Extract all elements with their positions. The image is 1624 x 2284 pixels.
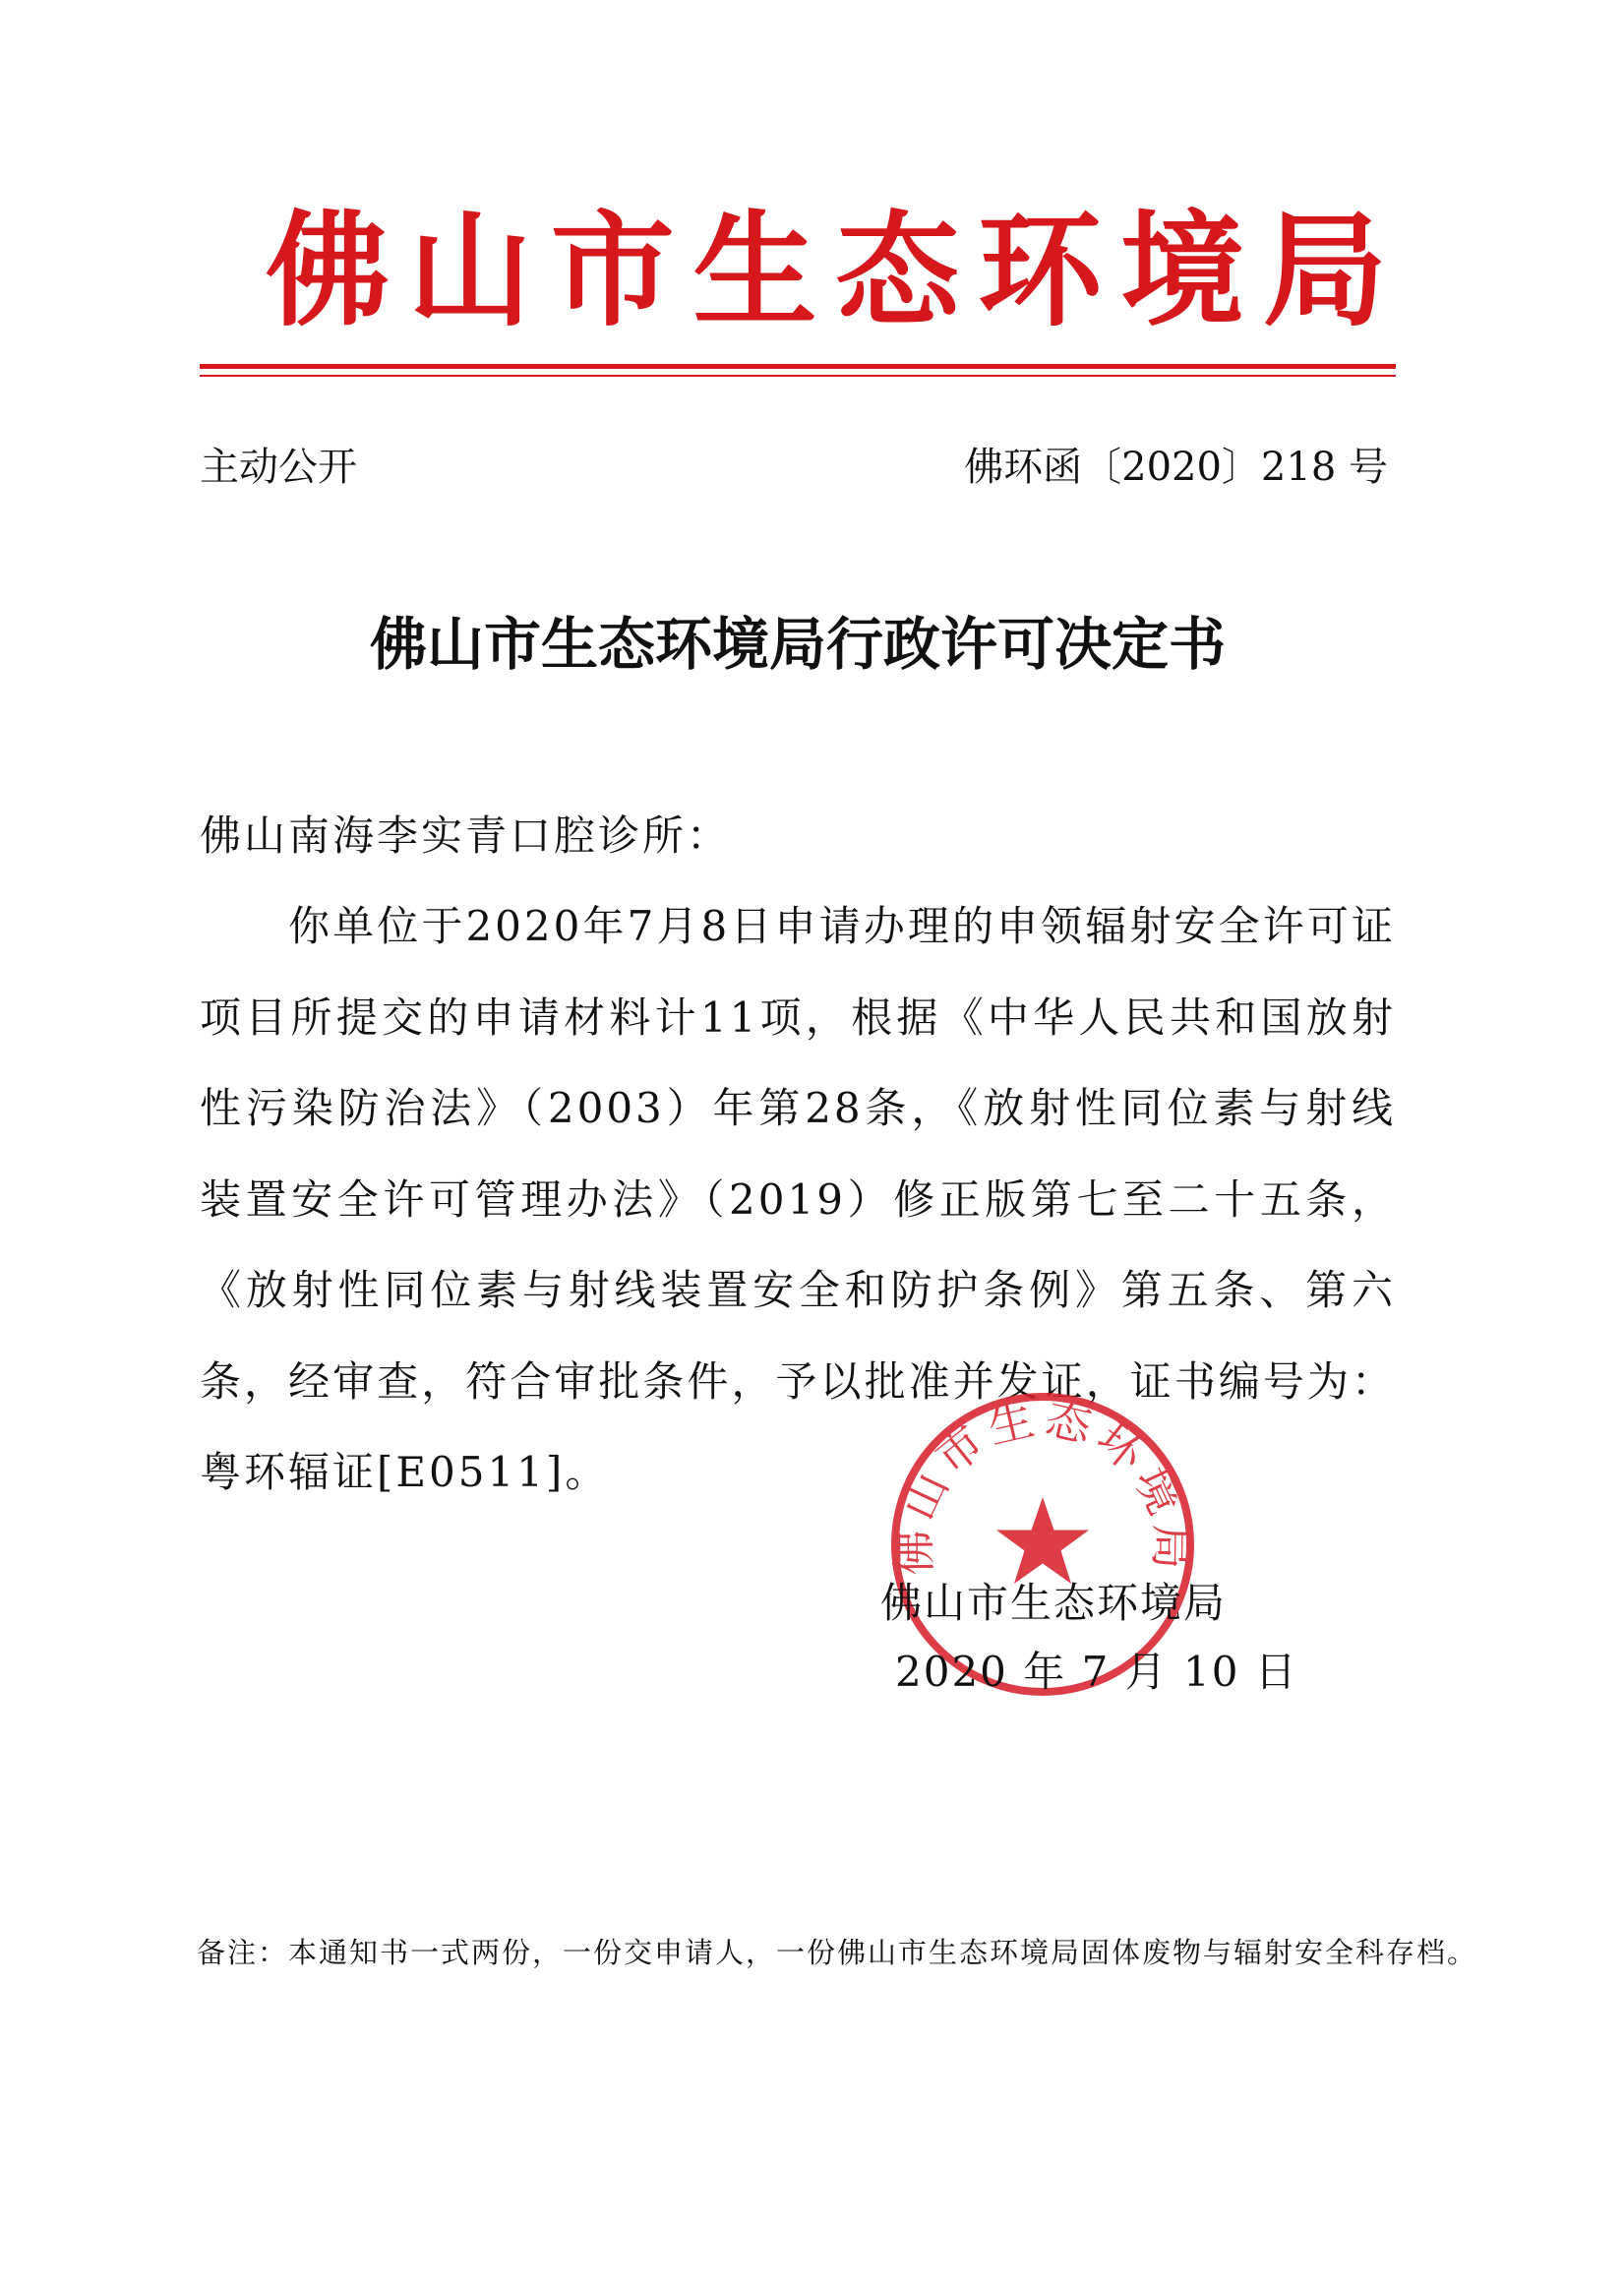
star-icon [996,1497,1089,1584]
letterhead-char: 局 [1262,198,1387,343]
letterhead-char: 市 [550,198,675,343]
letterhead-divider-thick [200,364,1396,369]
letterhead-divider-thin [200,375,1396,377]
letterhead-title [266,197,1387,344]
seal-text: 佛山市生态环境局 [886,1391,1199,1576]
footnote: 备注：本通知书一式两份，一份交申请人，一份佛山市生态环境局固体废物与辐射安全科存档。 [197,1936,1478,1969]
issuer-name: 佛山市生态环境局 [880,1579,1228,1627]
disclosure-label: 主动公开 [200,445,357,490]
document-number: 佛环函〔2020〕218 号 [964,445,1388,490]
letterhead-char: 生 [692,198,817,343]
decision-body: 你单位于2020年7月8日申请办理的申领辐射安全许可证项目所提交的申请材料计11项，根据《中华人民共和国放射性污染防治法》（2003）年第28条，《放射性同位素与射线装置安全许可管理办法》（2019）修正版第七至二十五条，《放射性同位素与射线装置安全和防护条例》第五条、第六条，经审查，符合审批条件，予以批准并发证，证书编号为：粤环辐证[E0511]。 [200,902,1396,1496]
letterhead-char: 山 [407,198,532,343]
letterhead-char: 境 [1120,198,1245,343]
addressee: 佛山南海李实青口腔诊所： [200,811,732,860]
letterhead-char: 佛 [266,198,390,343]
issue-date: 2020 年 7 月 10 日 [895,1648,1298,1696]
letterhead-char: 环 [978,198,1103,343]
document-title: 佛山市生态环境局行政许可决定书 [369,611,1226,678]
letterhead-char: 态 [835,198,960,343]
